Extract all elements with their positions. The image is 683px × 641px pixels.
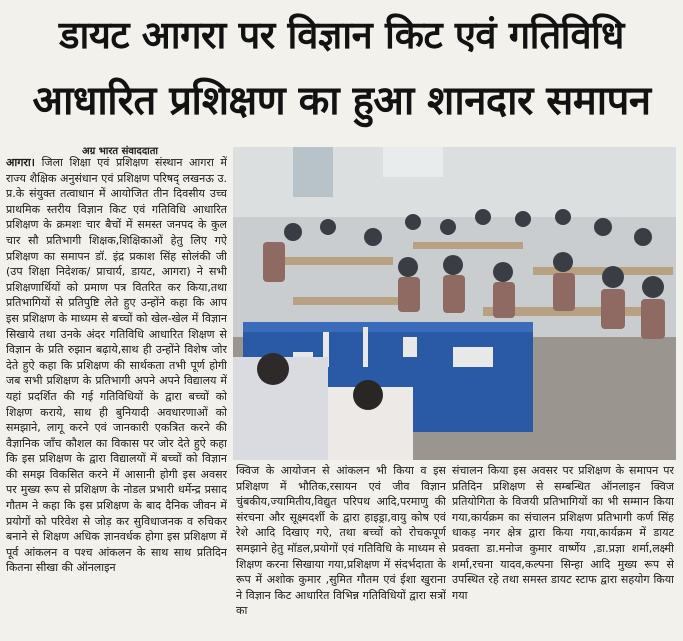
headline-line-1: डायट आगरा पर विज्ञान किट एवं गतिविधि xyxy=(59,13,624,57)
article-column-3: संचालन किया इस अवसर पर प्रशिक्षण के समापन पर प्रतिदिन प्रशिक्षण से सम्बन्धित ऑनलाइन क्विज प्रतियोगिता के विजयी प्रतिभागियों का भी सम्मान किया गया,कार्यक्रम का संचालन प्रशिक्षण प्रतिभागी कर्ण सिंह धाकड़ नगर क्षेत्र द्वारा किया गया,कार्यक्रम में डायट प्रवक्ता डा.मनोज कुमार वार्ष्णेय ,डा.प्रज्ञा शर्मा,लक्ष्मी शर्मा,रचना यादव,कल्पना सिन्हा आदि मुख्य रूप से उपस्थित रहे तथा समस्त डायट स्टाफ द्वारा सहयोग किया गया xyxy=(452,464,674,602)
headline xyxy=(0,0,683,140)
news-photo xyxy=(233,147,676,460)
headline-line-2: आधारित प्रशिक्षण का हुआ शानदार समापन xyxy=(32,78,651,124)
byline: अग्र भारत संवाददाता xyxy=(81,146,159,157)
article-column-1-text: जिला शिक्षा एवं प्रशिक्षण संस्थान आगरा में राज्य शैक्षिक अनुसंधान एवं प्रशिक्षण परिषद् लखनऊ उ. प्र.के संयुक्त तत्वाधान में आयोजित तीन दिवसीय उच्च प्राथमिक स्तरीय विज्ञान किट एवं गतिविधि आधारित प्रशिक्षण के क्रमशः चार बैचों में समस्त जनपद के कुल चार सौ प्रतिभागी शिक्षक,शिक्षिकाओं हेतु लिए गऐ प्रशिक्षण का समापन डॉ. इंद्र प्रकाश सिंह सोलंकी जी (उप शिक्षा निदेशक/ प्राचार्य, डायट, आगरा) ने सभी प्रशिक्षणार्थियों को प्रमाण पत्र वितरित कर किया,तथा प्रतिभागियों से प्रतिपुष्टि लेते हुए उन्होंने कहा कि आप इस प्रशिक्षण के माध्यम से बच्चों को खेल-खेल में विज्ञान सिखाये तथा उनके अंदर गतिविधि आधारित शिक्षण से विज्ञान के प्रति रुझान बढ़ाये,साथ ही उन्होंने विशेष जोर देते हुऐ कहा कि प्रशिक्षण की सार्थकता तभी पूर्ण होगी जब सभी प्रशिक्षण के प्रतिभागी अपने अपने विद्यालय में यहां प्रदर्शित की गई गतिविधियों के द्वारा बच्चों को शिक्षण कराये, साथ ही बुनियादी अवधारणाओं को समझाने, लागू करने एवं जानकारी एकत्रित करने की वैज्ञानिक जाँच कौशल का विकास पर जोर देते हुऐ कहा कि इस प्रशिक्षण के द्वारा विद्यालयों में बच्चों को विज्ञान की समझ विकसित करने में आसानी होगी इस अवसर पर मुख्य रूप से प्रशिक्षण के नोडल प्रभारी धर्मेन्द्र प्रसाद गौतम ने कहा कि इस प्रशिक्षण के बाद दैनिक जीवन में प्रयोगों को परिवेश से जोड़ कर सुविधाजनक व रुचिकर बनाने से शिक्षण अधिक ज्ञानवर्धक होगा इस प्रशिक्षण में पूर्व आंकलन व पश्च आंकलन के साथ साथ प्रतिदिन कितना सीखा की ऑनलाइन xyxy=(6,156,227,575)
article-column-2: क्विज के आयोजन से आंकलन भी किया व इस प्रशिक्षण में भौतिक,रसायन एवं जीव विज्ञान चुंबकीय,ज्यामितीय,विद्युत परिपथ आदि,परमाणु की संरचना और सूक्ष्मदर्शी के द्वारा हाइड्रा,वायु कोष एवं रेशे आदि दिखाए गऐ, तथा बच्चों को रोचकपूर्ण समझाने हेतु मॉडल,प्रयोगों एवं गतिविधि के माध्यम से शिक्षण करना सिखाया गया,प्रशिक्षण में संदर्भदाता के रूप में अशोक कुमार ,सुमित गौतम एवं ईशा खुराना ने विज्ञान किट आधारित विभिन्न गतिविधियों द्वारा सत्रों का xyxy=(236,464,446,618)
dateline: आगरा। xyxy=(6,156,35,169)
article-column-1 xyxy=(6,155,227,639)
